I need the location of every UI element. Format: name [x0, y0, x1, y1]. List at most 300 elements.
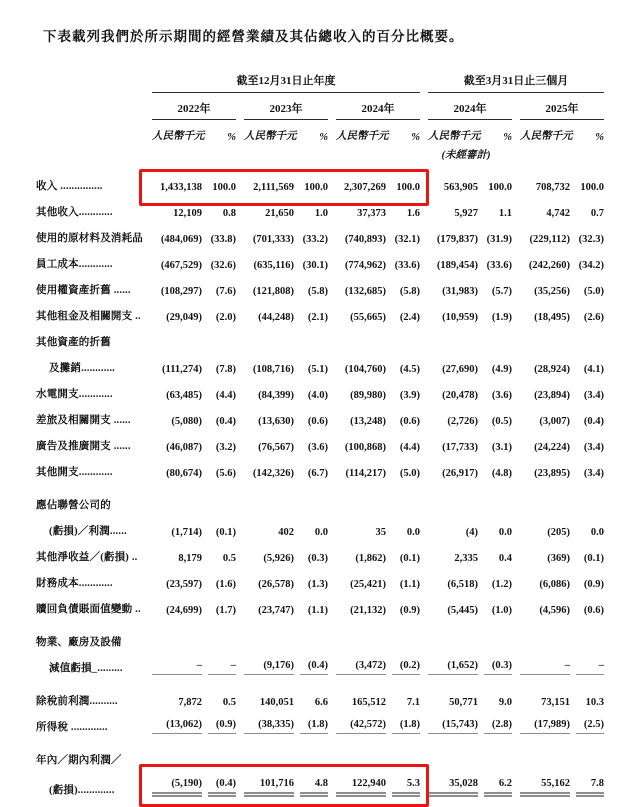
cell-text: (5.7) — [491, 285, 513, 297]
row-label: 其他租金及相關開支 .. — [36, 310, 141, 322]
cell-percent — [570, 245, 604, 271]
cell-value — [144, 538, 202, 564]
row-label: 使用的原材料及消耗品 — [36, 232, 143, 244]
cell-value — [144, 675, 202, 708]
cell-text: (23,747) — [258, 604, 294, 616]
cell-text: 100.0 — [212, 181, 236, 193]
unaudited-note-row — [36, 143, 604, 162]
cell-percent — [386, 297, 420, 323]
cell-percent — [478, 767, 512, 797]
cell-text: 50,771 — [449, 696, 479, 708]
cell-percent — [202, 375, 236, 401]
cell-text: (3.6) — [491, 389, 513, 401]
cell-text: (32.1) — [394, 233, 421, 245]
table-row — [36, 193, 604, 219]
cell-text: (4) — [465, 526, 479, 538]
cell-text: (35,256) — [534, 285, 571, 297]
row-label: 及攤銷............ — [49, 362, 115, 374]
table-row — [36, 323, 604, 349]
cell-text: (1,714) — [171, 526, 202, 538]
cell-percent — [570, 564, 604, 590]
cell-text: (5,926) — [263, 552, 294, 564]
percent-column-label: % — [595, 131, 605, 143]
cell-text: (55,665) — [350, 311, 386, 323]
currency-unit-label: 人民幣千元 — [520, 130, 573, 142]
cell-value — [512, 649, 570, 675]
table-row — [36, 375, 604, 401]
cell-text: (229,112) — [529, 233, 571, 245]
cell-value — [328, 193, 386, 219]
cell-text: (23,597) — [166, 578, 202, 590]
cell-value — [328, 401, 386, 427]
cell-text: (33.2) — [302, 233, 328, 245]
cell-percent — [570, 401, 604, 427]
cell-text: (9,176) — [244, 660, 294, 675]
cell-value — [420, 401, 478, 427]
cell-text: (24,224) — [534, 441, 571, 453]
table-row — [36, 245, 604, 271]
cell-text: 21,650 — [265, 207, 294, 219]
cell-text: (34.2) — [578, 259, 605, 271]
cell-percent — [202, 564, 236, 590]
cell-text: 12,109 — [173, 207, 202, 219]
cell-value — [144, 453, 202, 479]
cell-text: (38,335) — [244, 719, 294, 734]
cell-value — [420, 427, 478, 453]
cell-text: (467,529) — [160, 259, 202, 271]
cell-text: (179,837) — [436, 233, 479, 245]
cell-text: (0.2) — [392, 660, 420, 675]
cell-text: 708,732 — [535, 181, 571, 193]
cell-text: (740,893) — [344, 233, 386, 245]
cell-value — [236, 193, 294, 219]
year-header — [236, 93, 328, 120]
year-header — [144, 93, 236, 120]
cell-value — [420, 512, 478, 538]
percent-column-label: % — [411, 131, 421, 143]
cell-text: – — [576, 660, 604, 675]
cell-value — [420, 297, 478, 323]
table-row — [36, 734, 604, 767]
cell-percent — [202, 427, 236, 453]
cell-value — [512, 375, 570, 401]
cell-percent — [570, 708, 604, 734]
cell-text: (0.3) — [484, 660, 512, 675]
table-row — [36, 538, 604, 564]
cell-text: (3.1) — [491, 441, 513, 453]
cell-percent — [570, 349, 604, 375]
cell-value — [420, 245, 478, 271]
cell-text: (142,326) — [252, 467, 294, 479]
cell-percent — [386, 162, 420, 193]
cell-text: (4.5) — [399, 363, 421, 375]
cell-text: 6.2 — [484, 778, 512, 797]
cell-text: (2,726) — [447, 415, 479, 427]
unaudited-note: (未經審計) — [441, 149, 491, 161]
cell-percent — [478, 375, 512, 401]
cell-text: (242,260) — [528, 259, 571, 271]
corner-cell — [36, 143, 144, 162]
cell-value — [236, 590, 294, 616]
cell-text: 35 — [375, 526, 386, 538]
cell-text: (46,087) — [166, 441, 202, 453]
cell-text: 7,872 — [178, 696, 202, 708]
cell-text: (23,894) — [534, 389, 571, 401]
cell-value — [328, 512, 386, 538]
cell-text: (2.6) — [583, 311, 605, 323]
cell-text: 1,433,138 — [160, 181, 202, 193]
table-row — [36, 219, 604, 245]
cell-percent — [202, 349, 236, 375]
cell-value — [512, 219, 570, 245]
cell-percent — [386, 375, 420, 401]
cell-percent — [478, 162, 512, 193]
unit-header-row — [36, 120, 604, 143]
cell-text: 563,905 — [443, 181, 479, 193]
cell-text: 0.0 — [406, 526, 421, 538]
cell-text: (18,495) — [534, 311, 571, 323]
cell-value — [236, 538, 294, 564]
cell-percent — [570, 512, 604, 538]
table-row — [36, 616, 604, 649]
cell-text: (1.0) — [491, 604, 513, 616]
table-row — [36, 767, 604, 797]
cell-percent — [570, 219, 604, 245]
currency-unit-label: 人民幣千元 — [244, 130, 297, 142]
row-label: 物業、廠房及設備 — [36, 636, 122, 648]
cell-text: (29,049) — [166, 311, 202, 323]
cell-percent — [570, 538, 604, 564]
cell-text: (5,445) — [447, 604, 479, 616]
row-label: 應佔聯營公司的 — [36, 499, 111, 511]
cell-percent — [570, 675, 604, 708]
cell-percent — [570, 375, 604, 401]
cell-percent — [478, 271, 512, 297]
cell-text: (5.0) — [583, 285, 605, 297]
cell-value — [512, 401, 570, 427]
row-label: 其他資產的折舊 — [36, 336, 111, 348]
cell-value — [512, 512, 570, 538]
cell-text: (15,743) — [428, 719, 478, 734]
cell-text: 0.5 — [222, 552, 236, 564]
cell-value — [512, 453, 570, 479]
table-row — [36, 675, 604, 708]
cell-percent — [386, 649, 420, 675]
cell-value — [144, 512, 202, 538]
cell-text: (6,518) — [447, 578, 479, 590]
cell-text: (3,472) — [336, 660, 386, 675]
cell-text: (28,924) — [534, 363, 571, 375]
cell-value — [144, 564, 202, 590]
cell-value — [144, 162, 202, 193]
cell-value — [420, 708, 478, 734]
cell-text: – — [208, 660, 236, 675]
cell-value — [512, 564, 570, 590]
cell-text: (6.7) — [307, 467, 328, 479]
cell-text: (0.4) — [208, 778, 236, 797]
row-label: 財務成本............ — [36, 577, 113, 589]
table-row — [36, 708, 604, 734]
cell-text: (5.8) — [399, 285, 421, 297]
cell-percent — [294, 297, 328, 323]
cell-text: (21,132) — [350, 604, 386, 616]
table-row — [36, 271, 604, 297]
row-label: 其他開支............ — [36, 466, 113, 478]
cell-value — [144, 349, 202, 375]
cell-value — [144, 649, 202, 675]
cell-value — [328, 708, 386, 734]
cell-text: (3.4) — [583, 389, 605, 401]
cell-percent — [478, 427, 512, 453]
cell-text: 55,162 — [520, 778, 570, 797]
cell-text: (104,760) — [344, 363, 386, 375]
cell-percent — [202, 649, 236, 675]
cell-text: (4.4) — [215, 389, 236, 401]
cell-value — [420, 675, 478, 708]
cell-text: (4.4) — [399, 441, 421, 453]
empty-cells — [144, 734, 604, 767]
cell-text: 100.0 — [304, 181, 328, 193]
row-label: 減值虧損_......... — [49, 662, 123, 674]
cell-text: 0.0 — [590, 526, 605, 538]
cell-text: 0.5 — [222, 696, 236, 708]
year-header — [328, 93, 420, 120]
cell-value — [328, 649, 386, 675]
cell-text: 37,373 — [357, 207, 386, 219]
cell-value — [144, 767, 202, 797]
period-group-label: 截至12月31日止年度 — [152, 72, 420, 93]
cell-value — [512, 297, 570, 323]
cell-text: (6,086) — [539, 578, 571, 590]
cell-text: 7.1 — [406, 696, 421, 708]
cell-percent — [294, 453, 328, 479]
cell-percent — [294, 245, 328, 271]
cell-text: 100.0 — [396, 181, 421, 193]
cell-text: (44,248) — [258, 311, 294, 323]
cell-value — [420, 162, 478, 193]
cell-value — [328, 538, 386, 564]
cell-value — [236, 453, 294, 479]
cell-percent — [294, 675, 328, 708]
cell-text: (76,567) — [258, 441, 294, 453]
cell-percent — [386, 538, 420, 564]
unaudited-note — [236, 143, 328, 162]
cell-percent — [570, 453, 604, 479]
cell-text: (20,478) — [442, 389, 479, 401]
cell-text: (5.8) — [307, 285, 328, 297]
cell-percent — [294, 649, 328, 675]
cell-percent — [386, 767, 420, 797]
cell-text: (189,454) — [436, 259, 479, 271]
cell-percent — [478, 538, 512, 564]
unaudited-note — [512, 143, 604, 162]
cell-value — [512, 162, 570, 193]
cell-text: (0.6) — [399, 415, 421, 427]
cell-percent — [294, 349, 328, 375]
cell-value — [328, 297, 386, 323]
cell-text: 402 — [278, 526, 294, 538]
cell-text: (27,690) — [442, 363, 479, 375]
row-label: 水電開支............ — [36, 388, 113, 400]
cell-text: (17,989) — [520, 719, 570, 734]
cell-text: (3.2) — [215, 441, 236, 453]
cell-value — [236, 427, 294, 453]
cell-value — [420, 219, 478, 245]
cell-value — [328, 675, 386, 708]
cell-value — [512, 767, 570, 797]
row-label: 除稅前利潤.......... — [36, 695, 118, 707]
table-row — [36, 297, 604, 323]
cell-text: (0.1) — [399, 552, 421, 564]
cell-text: (13,062) — [152, 719, 202, 734]
cell-value — [328, 427, 386, 453]
cell-text: (0.1) — [215, 526, 236, 538]
cell-text: 73,151 — [541, 696, 571, 708]
cell-text: (33.6) — [394, 259, 421, 271]
cell-value — [236, 297, 294, 323]
table-row — [36, 453, 604, 479]
cell-value — [144, 271, 202, 297]
cell-percent — [294, 219, 328, 245]
table-header — [36, 72, 604, 162]
year-header-row — [36, 93, 604, 120]
cell-percent — [202, 271, 236, 297]
cell-text: (89,980) — [350, 389, 386, 401]
row-label: 年內／期內利潤／ — [36, 754, 122, 766]
cell-text: (0.6) — [583, 604, 605, 616]
cell-text: (205) — [547, 526, 571, 538]
cell-text: 1.1 — [498, 207, 513, 219]
cell-percent — [570, 590, 604, 616]
cell-text: (4.8) — [491, 467, 513, 479]
cell-percent — [202, 401, 236, 427]
empty-cells — [144, 616, 604, 649]
cell-percent — [570, 767, 604, 797]
year-label: 2025年 — [520, 100, 604, 120]
cell-text: (1.9) — [491, 311, 513, 323]
year-label: 2023年 — [244, 100, 328, 120]
cell-value — [236, 649, 294, 675]
cell-value — [420, 271, 478, 297]
row-label: 差旅及相關開支 ...... — [36, 414, 131, 426]
row-label: (虧損)............. — [49, 784, 115, 796]
cell-percent — [478, 193, 512, 219]
cell-text: (0.4) — [583, 415, 605, 427]
cell-percent — [478, 245, 512, 271]
cell-value — [420, 590, 478, 616]
cell-value — [236, 162, 294, 193]
cell-value — [236, 767, 294, 797]
cell-value — [144, 427, 202, 453]
currency-unit-label: 人民幣千元 — [152, 130, 205, 142]
group-header-row — [36, 72, 604, 93]
cell-percent — [570, 297, 604, 323]
cell-text: 4.8 — [300, 778, 328, 797]
cell-percent — [386, 590, 420, 616]
cell-text: (635,116) — [253, 259, 294, 271]
cell-text: (0.3) — [307, 552, 328, 564]
cell-percent — [478, 512, 512, 538]
cell-text: (2.5) — [576, 719, 604, 734]
cell-percent — [386, 708, 420, 734]
cell-text: (10,959) — [442, 311, 479, 323]
cell-percent — [478, 349, 512, 375]
cell-value — [236, 675, 294, 708]
row-label: 使用權資產折舊 ...... — [36, 284, 131, 296]
cell-text: 10.3 — [585, 696, 605, 708]
cell-value — [236, 512, 294, 538]
cell-text: (1.3) — [307, 578, 328, 590]
table-row — [36, 401, 604, 427]
cell-text: (1.8) — [392, 719, 420, 734]
financial-table-sheet — [36, 72, 642, 797]
cell-text: 0.0 — [498, 526, 513, 538]
cell-percent — [570, 193, 604, 219]
cell-text: (0.9) — [583, 578, 605, 590]
cell-value — [328, 271, 386, 297]
cell-value — [144, 708, 202, 734]
cell-text: (30.1) — [302, 259, 328, 271]
cell-value — [512, 349, 570, 375]
cell-percent — [294, 427, 328, 453]
cell-text: (0.9) — [208, 719, 236, 734]
cell-text: (2.0) — [215, 311, 236, 323]
cell-percent — [294, 271, 328, 297]
period-group-label: 截至3月31日止三個月 — [428, 72, 604, 93]
cell-text: (25,421) — [350, 578, 386, 590]
corner-cell — [36, 72, 144, 93]
cell-value — [144, 297, 202, 323]
cell-percent — [202, 512, 236, 538]
row-label: 收入 ............... — [36, 180, 103, 192]
cell-percent — [478, 564, 512, 590]
cell-text: 100.0 — [488, 181, 513, 193]
cell-value — [144, 245, 202, 271]
cell-percent — [570, 271, 604, 297]
cell-text: (17,733) — [442, 441, 479, 453]
cell-text: (108,716) — [252, 363, 294, 375]
cell-text: (121,808) — [252, 285, 294, 297]
cell-text: (701,333) — [252, 233, 294, 245]
cell-text: (31,983) — [442, 285, 479, 297]
cell-percent — [202, 193, 236, 219]
cell-value — [236, 349, 294, 375]
cell-text: 9.0 — [498, 696, 513, 708]
cell-text: (100,868) — [344, 441, 386, 453]
cell-percent — [570, 162, 604, 193]
empty-cells — [144, 323, 604, 349]
cell-text: (5.1) — [307, 363, 328, 375]
table-row — [36, 479, 604, 512]
cell-percent — [294, 590, 328, 616]
cell-text: (1,862) — [355, 552, 386, 564]
table-row — [36, 590, 604, 616]
cell-percent — [294, 767, 328, 797]
cell-text: 0.0 — [314, 526, 328, 538]
cell-text: (132,685) — [344, 285, 386, 297]
cell-text: (26,917) — [442, 467, 479, 479]
cell-value — [328, 767, 386, 797]
cell-percent — [478, 401, 512, 427]
cell-text: 1.6 — [406, 207, 421, 219]
cell-text: (2.1) — [307, 311, 328, 323]
cell-percent — [202, 219, 236, 245]
cell-text: (114,217) — [345, 467, 386, 479]
cell-text: 1.0 — [314, 207, 328, 219]
cell-text: (3.4) — [583, 467, 605, 479]
table-row — [36, 512, 604, 538]
cell-text: 8,179 — [178, 552, 202, 564]
